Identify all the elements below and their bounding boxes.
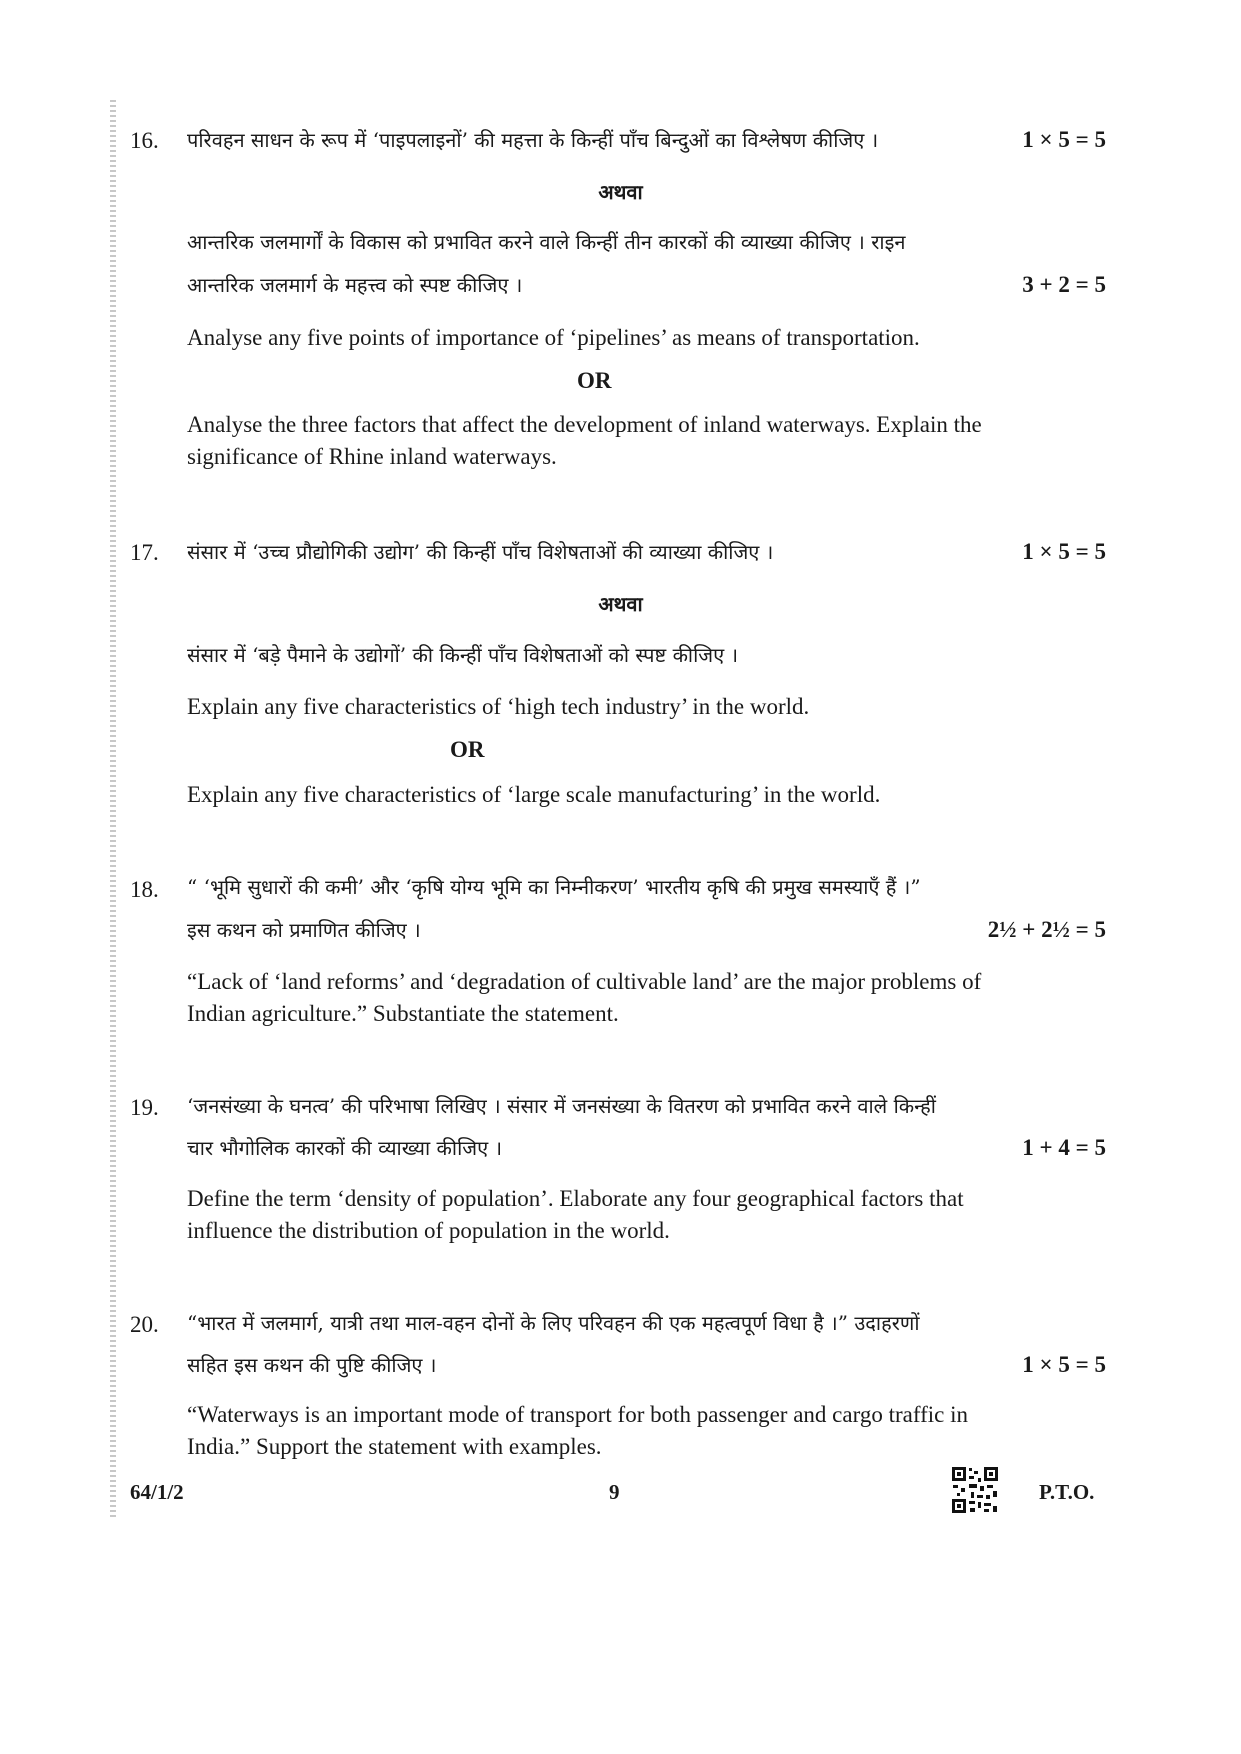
or-hindi: अथवा [598,180,643,204]
or-hindi: अथवा [598,592,643,616]
q17-hindi-line: संसार में ‘उच्च प्रौद्योगिकी उद्योग’ की किन्हीं पाँच विशेषताओं की व्याख्या कीजिए । [187,540,774,564]
q19-english-line1: Define the term ‘density of population’. Elaborate any four geographical factors that [187,1186,964,1211]
margin-dotted-strip [110,100,116,1520]
q18-english-line2: Indian agriculture.” Substantiate the statement. [187,1001,619,1026]
q19-hindi-line2: चार भौगोलिक कारकों की व्याख्या कीजिए । [187,1136,503,1160]
q18-english-line1: “Lack of ‘land reforms’ and ‘degradation of cultivable land’ are the major problems of [187,969,982,994]
question-number: 20. [130,1312,159,1337]
q17-marks: 1 × 5 = 5 [1022,539,1106,564]
q20-english-line1: “Waterways is an important mode of transport for both passenger and cargo traffic in [187,1402,968,1427]
q16-english-alt-line1: Analyse the three factors that affect the development of inland waterways. Explain the [187,412,982,437]
q20-english-line2: India.” Support the statement with examples. [187,1434,602,1459]
q16-english-alt-line2: significance of Rhine inland waterways. [187,444,557,469]
q16-alt-marks: 3 + 2 = 5 [1022,272,1106,297]
q17-hindi-alt: संसार में ‘बड़े पैमाने के उद्योगों’ की किन्हीं पाँच विशेषताओं को स्पष्ट कीजिए । [187,643,739,667]
qr-code-icon [951,1466,999,1514]
q18-hindi-line2: इस कथन को प्रमाणित कीजिए । [187,918,421,942]
q17-english: Explain any five characteristics of ‘high tech industry’ in the world. [187,694,810,719]
q19-english-line2: influence the distribution of population in the world. [187,1218,670,1243]
q20-hindi-line2: सहित इस कथन की पुष्टि कीजिए । [187,1353,437,1377]
question-number: 19. [130,1095,159,1120]
q18-hindi-line1: “ ‘भूमि सुधारों की कमी’ और ‘कृषि योग्य भूमि का निम्नीकरण’ भारतीय कृषि की प्रमुख समस्याएँ हैं ।” [187,875,921,899]
q20-marks: 1 × 5 = 5 [1022,1352,1106,1377]
q16-hindi-alt-line2: आन्तरिक जलमार्ग के महत्त्व को स्पष्ट कीजिए । [187,273,523,297]
q19-hindi-line1: ‘जनसंख्या के घनत्व’ की परिभाषा लिखिए । संसार में जनसंख्या के वितरण को प्रभावित करने वाले किन्हीं [187,1094,936,1118]
pto-label: P.T.O. [1039,1480,1095,1504]
q19-marks: 1 + 4 = 5 [1022,1135,1106,1160]
q16-hindi-line: परिवहन साधन के रूप में ‘पाइपलाइनों’ की महत्ता के किन्हीं पाँच बिन्दुओं का विश्लेषण कीजिए । [187,128,879,152]
q16-marks: 1 × 5 = 5 [1022,127,1106,152]
question-number: 18. [130,877,159,902]
q17-english-alt: Explain any five characteristics of ‘large scale manufacturing’ in the world. [187,782,881,807]
question-number: 16. [130,128,159,153]
paper-code: 64/1/2 [130,1480,184,1504]
or-english: OR [577,368,612,393]
question-number: 17. [130,540,159,565]
or-english: OR [450,737,485,762]
q20-hindi-line1: “भारत में जलमार्ग, यात्री तथा माल-वहन दोनों के लिए परिवहन की एक महत्वपूर्ण विधा है ।” उदाहरणों [187,1311,920,1335]
page-number: 9 [609,1480,620,1504]
q18-marks: 2½ + 2½ = 5 [987,917,1106,942]
q16-english: Analyse any five points of importance of ‘pipelines’ as means of transportation. [187,325,920,350]
q16-hindi-alt-line1: आन्तरिक जलमार्गों के विकास को प्रभावित करने वाले किन्हीं तीन कारकों की व्याख्या कीजिए । राइन [187,230,906,254]
